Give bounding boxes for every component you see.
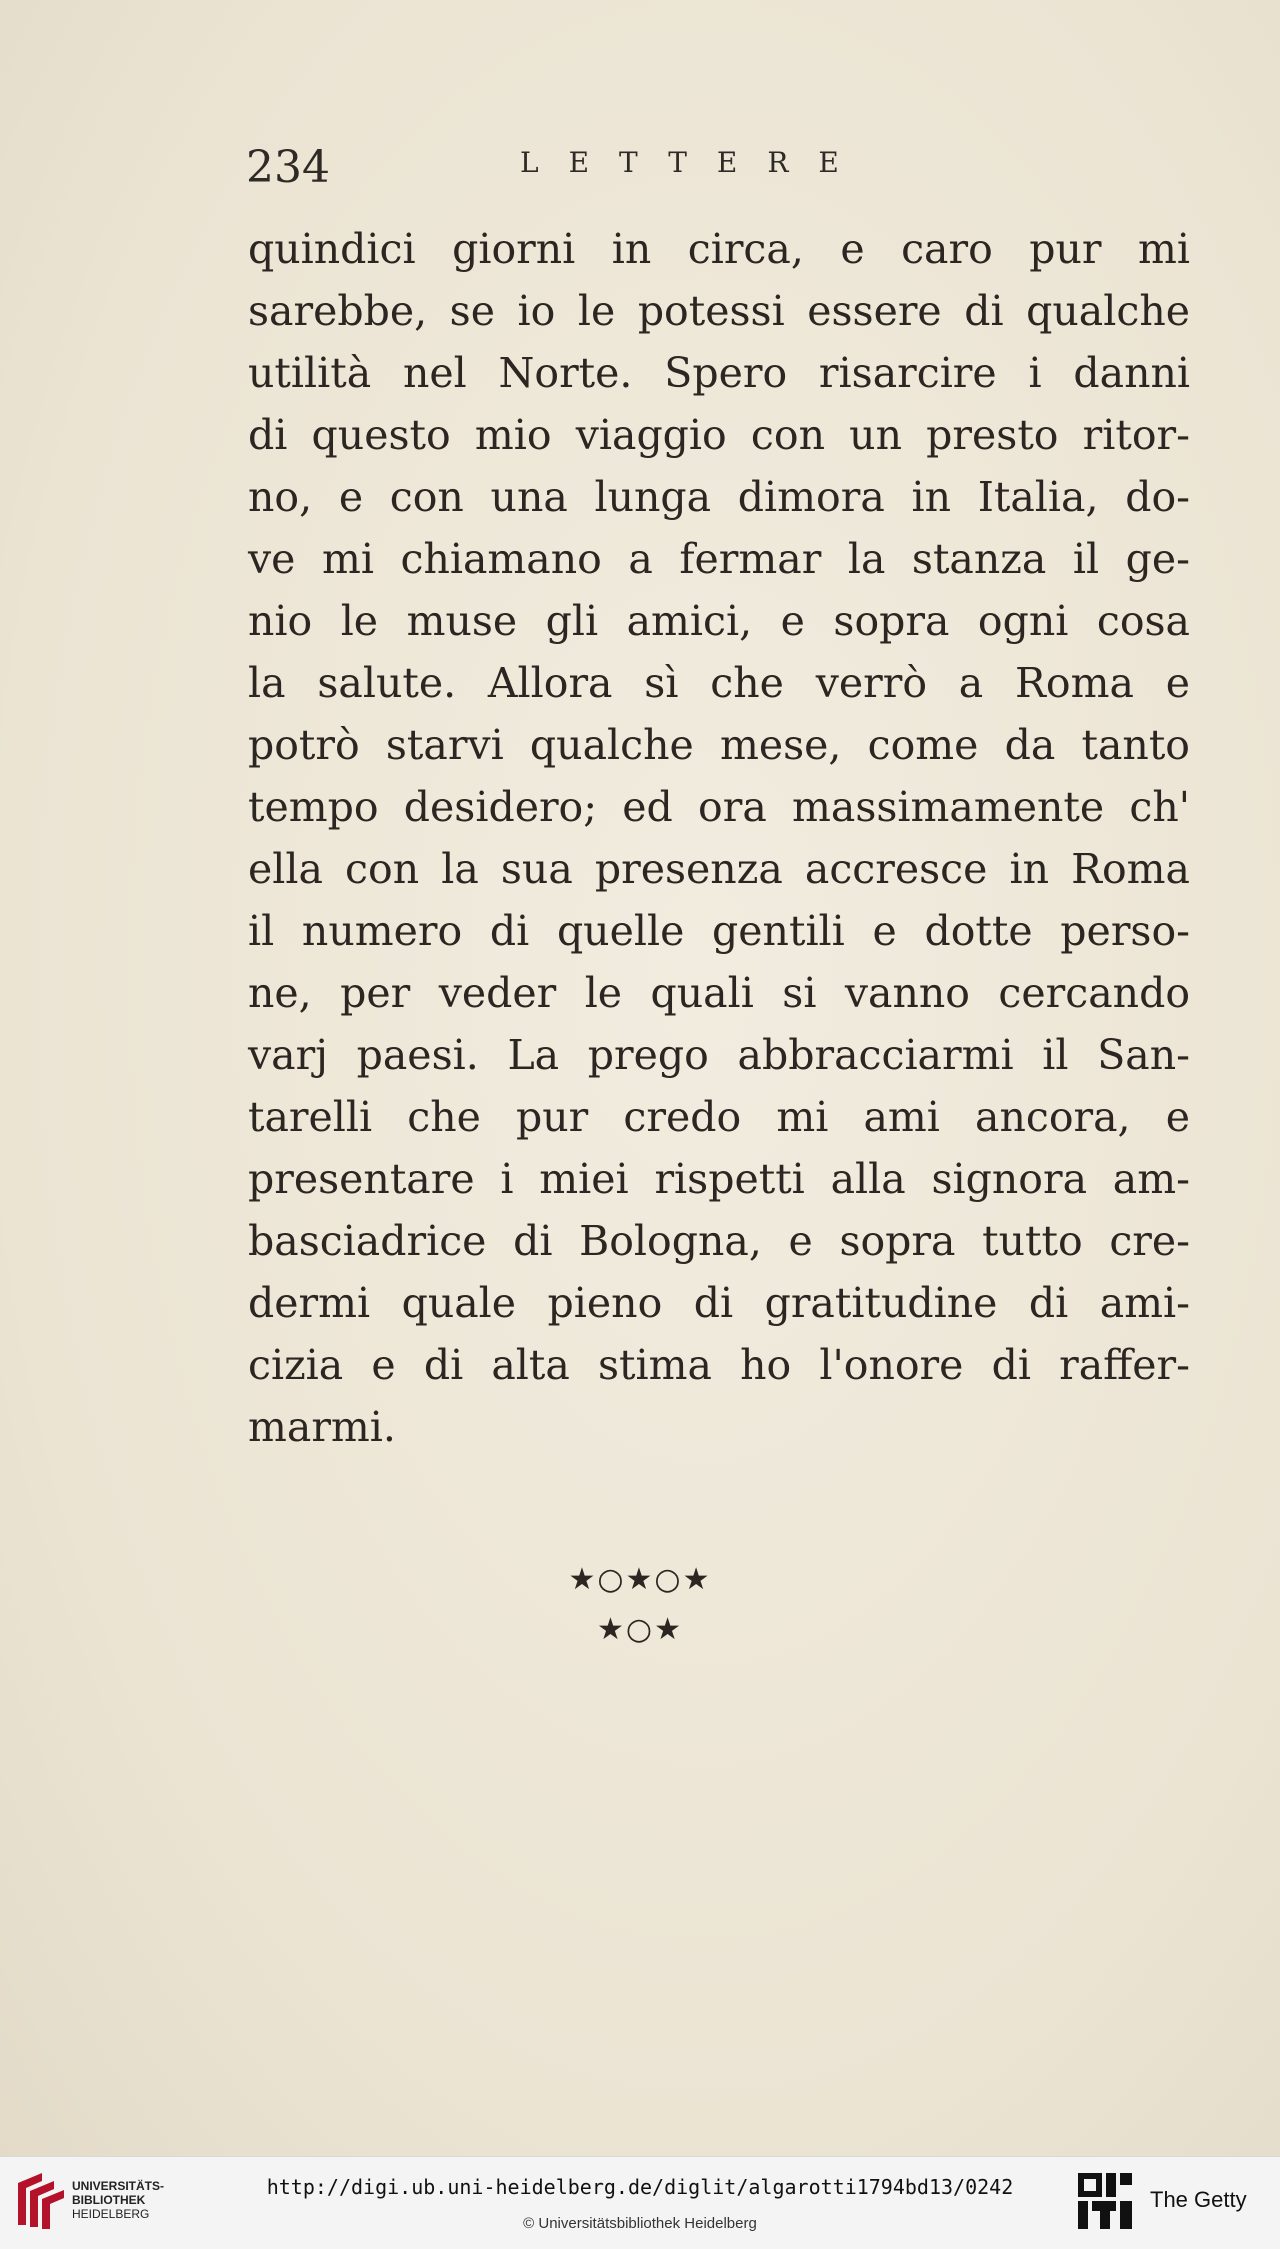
text-line: potrò starvi qualche mese, come da tanto [248, 721, 1190, 769]
text-line: ella con la sua presenza accresce in Roma [248, 845, 1190, 893]
getty-logo-icon[interactable] [1076, 2171, 1134, 2233]
text-line: sarebbe, se io le potessi essere di qualche [248, 287, 1190, 335]
text-line: tempo desidero; ed ora massimamente ch' [248, 783, 1190, 831]
text-line: il numero di quelle gentili e dotte perso- [248, 907, 1190, 955]
ornament-bottom: ★○★ [597, 1612, 683, 1647]
text-line: di questo mio viaggio con un presto ritor- [248, 411, 1190, 459]
text-line: presentare i miei rispetti alla signora am- [248, 1155, 1190, 1203]
text-line: varj paesi. La prego abbracciarmi il San- [248, 1031, 1190, 1079]
partner-name: The Getty [1150, 2187, 1247, 2212]
text-line: ve mi chiamano a fermar la stanza il ge- [248, 535, 1190, 583]
page-number: 234 [246, 142, 330, 193]
text-line: la salute. Allora sì che verrò a Roma e [248, 659, 1190, 707]
library-name-line: BIBLIOTHEK [72, 2193, 146, 2207]
text-line: dermi quale pieno di gratitudine di ami- [248, 1279, 1190, 1327]
copyright-notice: © Universitätsbibliothek Heidelberg [523, 2215, 757, 2232]
ornament-top: ★○★○★ [568, 1562, 712, 1597]
library-name-line: UNIVERSITÄTS- [72, 2179, 165, 2193]
text-line: tarelli che pur credo mi ami ancora, e [248, 1093, 1190, 1141]
text-line: ne, per veder le quali si vanno cercando [248, 969, 1190, 1017]
text-line: quindici giorni in circa, e caro pur mi [248, 225, 1190, 273]
body-text [248, 218, 1198, 1458]
text-line: nio le muse gli amici, e sopra ogni cosa [248, 597, 1190, 645]
text-line: marmi. [248, 1403, 396, 1451]
text-line: cizia e di alta stima ho l'onore di raffer- [248, 1341, 1190, 1389]
permalink-url[interactable]: http://digi.ub.uni-heidelberg.de/diglit/algarotti1794bd13/0242 [266, 2175, 1014, 2199]
text-line: basciadrice di Bologna, e sopra tutto cre- [248, 1217, 1190, 1265]
text-line: utilità nel Norte. Spero risarcire i danni [248, 349, 1190, 397]
library-name-line: HEIDELBERG [72, 2207, 150, 2221]
footer-bar [0, 2156, 1280, 2249]
text-line: no, e con una lunga dimora in Italia, do- [248, 473, 1190, 521]
running-head: LETTERE [520, 146, 869, 179]
